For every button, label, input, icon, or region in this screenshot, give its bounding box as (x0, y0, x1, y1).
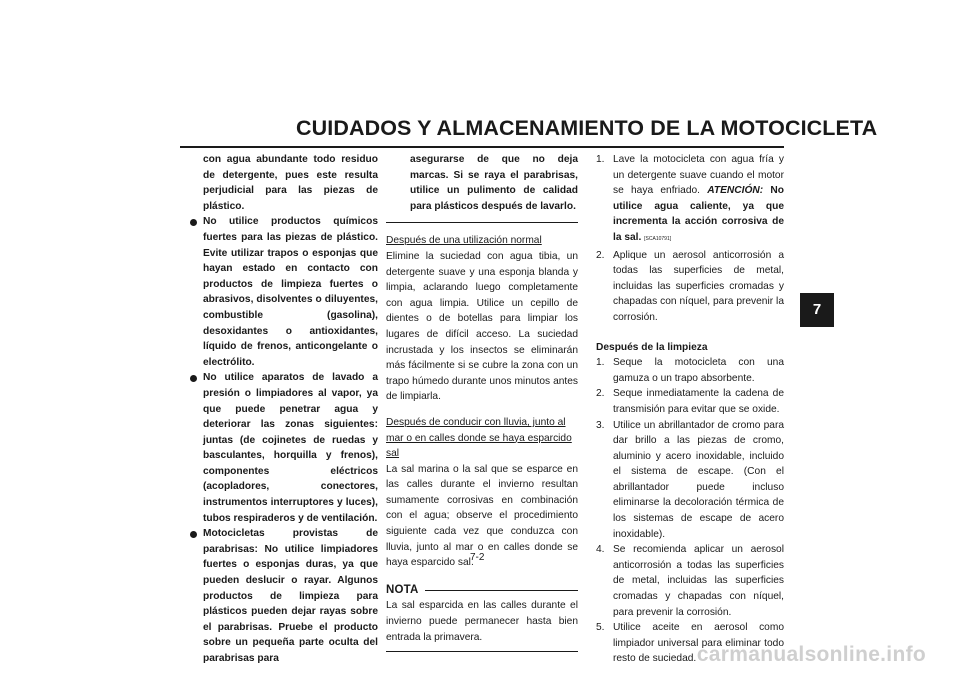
column-left (190, 152, 378, 667)
bullet-icon (190, 219, 197, 226)
step-number: 5. (596, 622, 605, 634)
step-number: 1. (596, 154, 605, 165)
paragraph-intro: con agua abundante todo residuo de detergente, pues este resulta perjudicial para las piezas de plástico. (203, 154, 378, 212)
step-number: 3. (596, 419, 605, 431)
note-end-divider (386, 651, 578, 652)
step-text: Utilice aceite en aerosol como limpiador universal para eliminar todo resto de suciedad. (613, 622, 784, 665)
column-right (596, 152, 784, 667)
note-text: La sal esparcida en las calles durante el invierno puede permanecer hasta bien entrada la primavera. (386, 600, 578, 643)
bullet-icon (190, 375, 197, 382)
step-number: 2. (596, 249, 605, 261)
warning-label: ATENCIÓN: (707, 185, 764, 197)
note-header (386, 583, 578, 599)
note-label: NOTA (386, 583, 419, 596)
list-item (596, 152, 784, 248)
header-divider (180, 146, 784, 148)
section-heading-after-cleaning: Después de la limpieza (596, 341, 708, 353)
step-number: 1. (596, 357, 605, 369)
list-item (190, 526, 378, 666)
step-number: 2. (596, 388, 605, 400)
chapter-tab: 7 (800, 293, 834, 327)
list-item (596, 386, 784, 417)
step-text: Seque la motocicleta con una gamuza o un trapo absorbente. (613, 357, 784, 384)
section-divider (386, 222, 578, 223)
warning-text: No utilice agua caliente, ya que incrementa la acción corrosiva de la sal. (613, 185, 784, 243)
section-body-normal-use: Elimine la suciedad con agua tibia, un detergente suave y una esponja blanda y limpia, aclarando luego completamente con agua limpia. Utilice un cepillo de dientes o de botellas para limpiar los lugares de difícil acceso. La suciedad incrustada y los insectos se eliminarán más fácilmente si se cubre la zona con un trapo húmedo durante unos minutos antes de limpiarla. (386, 250, 578, 403)
step-number: 4. (596, 544, 605, 556)
list-item (596, 248, 784, 326)
list-item (596, 355, 784, 386)
note-divider (425, 590, 578, 591)
step-text: Seque inmediatamente la cadena de transmisión para evitar que se oxide. (613, 388, 784, 415)
bullet-icon (190, 531, 197, 538)
list-item (190, 214, 378, 370)
warning-code: [SCA10791] (644, 235, 672, 242)
section-heading-rain-salt: Después de conducir con lluvia, junto al mar o en calles donde se haya esparcido sal (386, 416, 572, 460)
section-body-rain-salt: La sal marina o la sal que se esparce en las calles durante el invierno resultan sumamente corrosivas en combinación con el agua; observe el procedimiento siguiente cada vez que conduzca con lluvia, junto al mar o en calles donde se haya esparcido sal. (386, 463, 578, 569)
list-item (190, 370, 378, 526)
paragraph-continuation: asegurarse de que no deja marcas. Si se raya el parabrisas, utilice un pulimento de calidad para plásticos después de lavarlo. (410, 154, 578, 212)
bullet-text: No utilice productos químicos fuertes para las piezas de plástico. Evite utilizar trapos o esponjas que hayan estado en contacto con productos de limpieza fuertes o abrasivos, disolventes o diluyentes, combustible (gasolina), desoxidantes o antioxidantes, líquido de frenos, anticongelante o electrólito. (203, 216, 378, 368)
bullet-text: No utilice aparatos de lavado a presión o limpiadores al vapor, ya que puede penetrar agua y deteriorar las zonas siguientes: juntas (de cojinetes de ruedas y basculantes, horquilla y frenos), componentes eléctricos (acopladores, conectores, instrumentos interruptores y luces), tubos respiraderos y de ventilación. (203, 372, 378, 524)
page-number: 7-2 (470, 552, 485, 563)
step-text: Lave la motocicleta con agua fría y un detergente suave cuando el motor se haya enfriado. (613, 154, 784, 197)
step-text: Aplique un aerosol anticorrosión a todas las superficies de metal, incluidas las superficies cromadas y chapadas con níquel, para prevenir la corrosión. (613, 249, 784, 323)
page-title: CUIDADOS Y ALMACENAMIENTO DE LA MOTOCICLETA (296, 116, 878, 140)
list-item (596, 418, 784, 543)
column-middle (386, 152, 578, 652)
bullet-text: Motocicletas provistas de parabrisas: No utilice limpiadores fuertes o esponjas duras, ya que pueden deslucir o rayar. Algunos productos de limpieza para plásticos pueden dejar rayas sobre el parabrisas. Pruebe el producto sobre un pequeña parte oculta del parabrisas para (203, 528, 378, 664)
section-heading-normal-use: Después de una utilización normal (386, 235, 542, 247)
list-item (596, 542, 784, 620)
step-text: Se recomienda aplicar un aerosol anticorrosión a todas las superficies de metal, incluidas las superficies cromadas y chapadas con níquel, para prevenir la corrosión. (613, 544, 784, 618)
watermark: carmanualsonline.info (696, 643, 926, 666)
step-text: Utilice un abrillantador de cromo para dar brillo a las piezas de cromo, aluminio y acero inoxidable, incluido el sistema de escape. (Con el abrillantador puede incluso eliminarse la decoloración térmica de los sistemas de escape de acero inoxidable). (613, 419, 784, 540)
